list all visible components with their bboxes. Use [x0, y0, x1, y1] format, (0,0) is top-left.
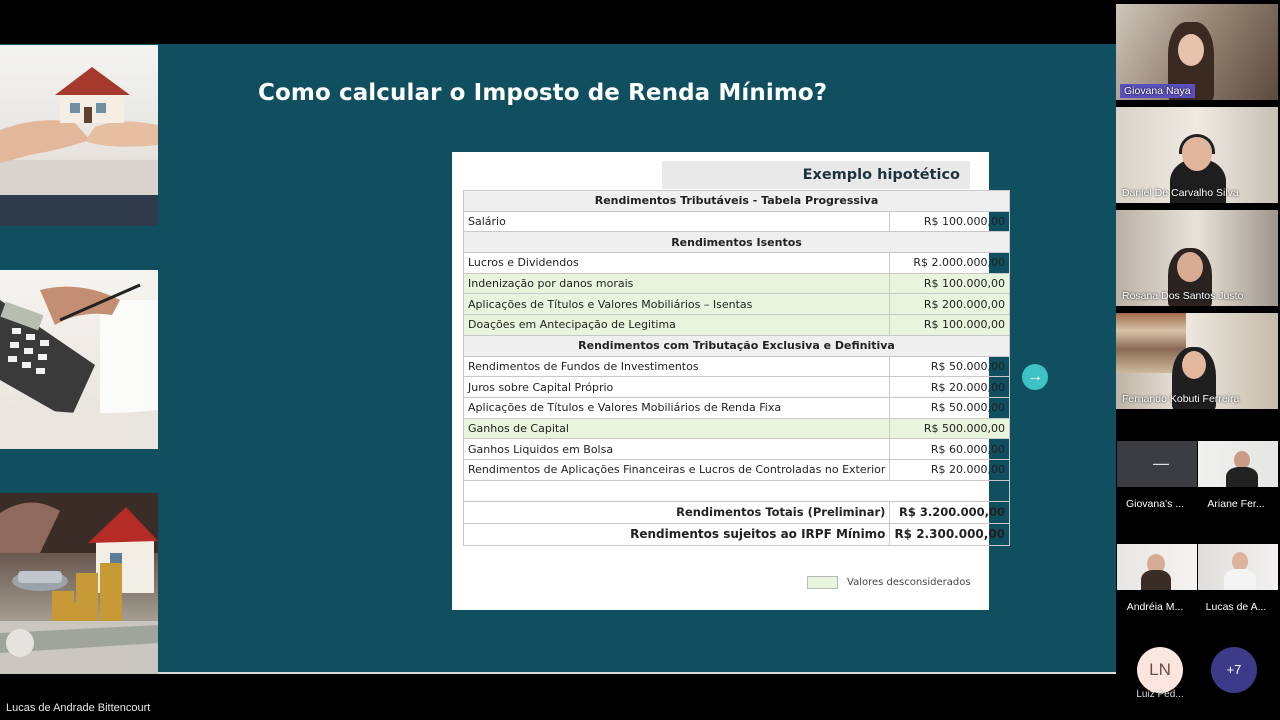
house-handover-image: [0, 45, 158, 226]
participant-tile-small[interactable]: [1198, 544, 1278, 590]
row-value: R$ 100.000,00: [890, 315, 1010, 336]
example-header: [662, 161, 970, 189]
table-row-disregarded: [464, 273, 1010, 294]
row-value: R$ 500.000,00: [890, 418, 1010, 439]
table-row: [464, 459, 1010, 480]
table-row: [464, 439, 1010, 460]
legend: [807, 576, 971, 589]
row-value: R$ 60.000,00: [890, 439, 1010, 460]
headset-icon: [1179, 134, 1215, 154]
row-label: Rendimentos de Aplicações Financeiras e Lucros de Controladas no Exterior: [464, 459, 890, 480]
presenter-name: Lucas de Andrade Bittencourt: [6, 702, 151, 714]
participant-name: Andréia M...: [1126, 601, 1184, 613]
participant-video: [1226, 467, 1258, 487]
table-row: [464, 253, 1010, 274]
arrow-right-icon[interactable]: →: [1022, 364, 1048, 390]
participant-face: [1178, 34, 1204, 66]
participant-tile-small[interactable]: [1198, 441, 1278, 487]
row-label: Aplicações de Títulos e Valores Mobiliários de Renda Fixa: [464, 397, 890, 418]
participant-name: Ariane Fer...: [1207, 498, 1265, 510]
avatar[interactable]: LN: [1137, 647, 1183, 693]
table-row-disregarded: [464, 315, 1010, 336]
total-label: Rendimentos Totais (Preliminar): [464, 501, 890, 523]
subject-label: Rendimentos sujeitos ao IRPF Mínimo: [464, 523, 890, 545]
section-exempt-label: Rendimentos Isentos: [464, 232, 1010, 253]
participant-face: [1177, 252, 1203, 282]
row-value: R$ 200.000,00: [890, 294, 1010, 315]
row-value: R$ 2.000.000,00: [890, 253, 1010, 274]
participant-tile[interactable]: [1116, 210, 1278, 306]
table-section-header: [464, 191, 1010, 212]
calculator-image: [0, 270, 158, 449]
blank-cell: [464, 480, 1010, 501]
table-blank-row: [464, 480, 1010, 501]
row-value: R$ 20.000,00: [890, 459, 1010, 480]
row-label: Indenização por danos morais: [464, 273, 890, 294]
money-coins-house-image: [0, 493, 158, 674]
more-participants-button[interactable]: +7: [1211, 647, 1257, 693]
participant-tile[interactable]: [1116, 313, 1278, 409]
row-value: R$ 50.000,00: [890, 397, 1010, 418]
table-section-header: [464, 232, 1010, 253]
legend-text: Valores desconsiderados: [847, 577, 971, 588]
example-table-card: [452, 152, 1006, 610]
total-value: R$ 3.200.000,00: [890, 501, 1010, 523]
row-label: Aplicações de Títulos e Valores Mobiliários – Isentas: [464, 294, 890, 315]
participant-tile[interactable]: [1116, 107, 1278, 203]
row-value: R$ 100.000,00: [890, 211, 1010, 232]
table-total-row: [464, 501, 1010, 523]
participant-tile[interactable]: [1116, 4, 1278, 100]
section-exclusive-label: Rendimentos com Tributação Exclusiva e Definitiva: [464, 335, 1010, 356]
slide-title: Como calcular o Imposto de Renda Mínimo?: [258, 80, 828, 106]
row-label: Salário: [464, 211, 890, 232]
table-section-header: [464, 335, 1010, 356]
table-row-disregarded: [464, 418, 1010, 439]
section-taxable-label: Rendimentos Tributáveis - Tabela Progressiva: [464, 191, 1010, 212]
table-row: [464, 211, 1010, 232]
row-label: Juros sobre Capital Próprio: [464, 377, 890, 398]
row-value: R$ 100.000,00: [890, 273, 1010, 294]
row-value: R$ 20.000,00: [890, 377, 1010, 398]
row-label: Ganhos de Capital: [464, 418, 890, 439]
participant-name: Giovana's ...: [1125, 498, 1185, 510]
table-row-disregarded: [464, 294, 1010, 315]
example-label: Exemplo hipotético: [802, 167, 960, 183]
table-row: [464, 356, 1010, 377]
participant-face: [1182, 351, 1206, 379]
legend-swatch: [807, 576, 838, 589]
shared-screen-thumbnail: ▬▬▬▬: [1153, 461, 1169, 466]
participant-name: Luiz Ped...: [1136, 689, 1184, 700]
participant-name: Fernando Kobuti Ferreira: [1122, 393, 1240, 405]
subject-value: R$ 2.300.000,00: [890, 523, 1010, 545]
participant-name: Giovana Naya: [1120, 84, 1195, 98]
participant-name: Rosana Dos Santos Justo: [1122, 290, 1244, 302]
row-label: Doações em Antecipação de Legitima: [464, 315, 890, 336]
participant-video: [1224, 569, 1256, 590]
participant-name: Daniel De Carvalho Silva: [1122, 187, 1239, 199]
participant-tile-small[interactable]: [1117, 544, 1197, 590]
table-subject-row: [464, 523, 1010, 545]
row-label: Rendimentos de Fundos de Investimentos: [464, 356, 890, 377]
row-label: Lucros e Dividendos: [464, 253, 890, 274]
participant-video: [1141, 570, 1171, 590]
table-row: [464, 397, 1010, 418]
income-table: [463, 190, 1010, 546]
slide-divider: [158, 672, 1116, 674]
participant-tile-small[interactable]: [1117, 441, 1197, 487]
table-row: [464, 377, 1010, 398]
row-label: Ganhos Liquidos em Bolsa: [464, 439, 890, 460]
participant-name: Lucas de A...: [1205, 601, 1267, 613]
row-value: R$ 50.000,00: [890, 356, 1010, 377]
